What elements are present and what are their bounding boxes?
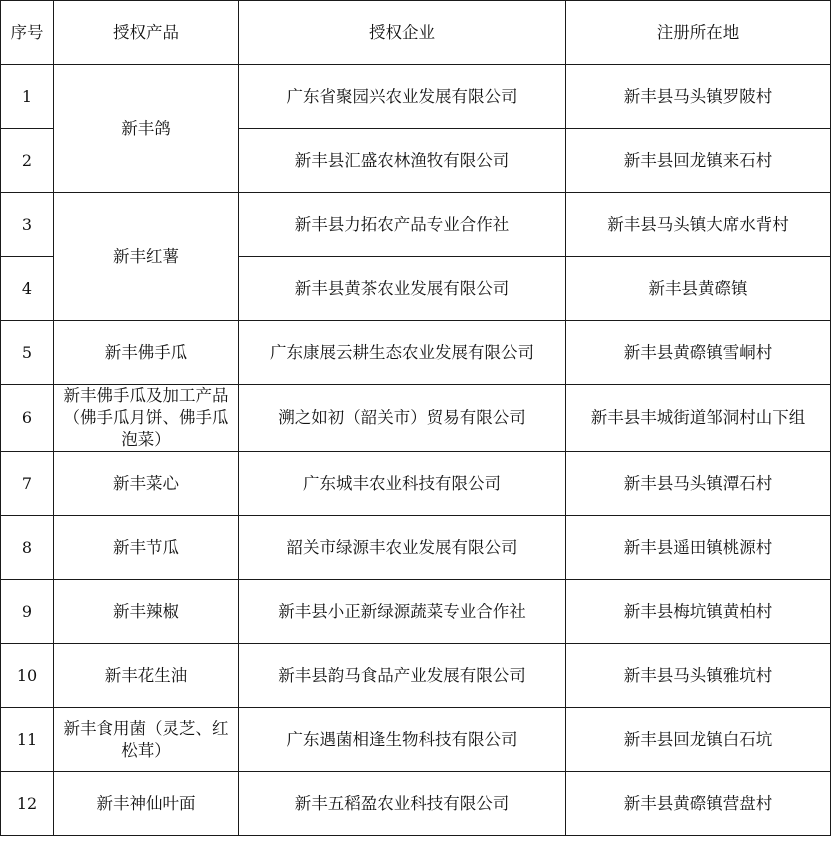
cell-location: 新丰县丰城街道邹洞村山下组 bbox=[566, 385, 831, 452]
cell-no: 3 bbox=[1, 193, 54, 257]
table-row bbox=[1, 385, 831, 452]
cell-no: 9 bbox=[1, 580, 54, 644]
table-row bbox=[1, 580, 831, 644]
cell-product: 新丰菜心 bbox=[54, 452, 239, 516]
table-header-row bbox=[1, 1, 831, 65]
cell-location: 新丰县马头镇雅坑村 bbox=[566, 644, 831, 708]
cell-no: 10 bbox=[1, 644, 54, 708]
cell-company: 新丰县汇盛农林渔牧有限公司 bbox=[239, 129, 566, 193]
cell-product: 新丰节瓜 bbox=[54, 516, 239, 580]
cell-product bbox=[54, 708, 239, 772]
header-company: 授权企业 bbox=[239, 1, 566, 65]
header-location: 注册所在地 bbox=[566, 1, 831, 65]
cell-no: 2 bbox=[1, 129, 54, 193]
cell-company: 新丰五稻盈农业科技有限公司 bbox=[239, 772, 566, 836]
cell-no: 8 bbox=[1, 516, 54, 580]
cell-no: 12 bbox=[1, 772, 54, 836]
cell-location: 新丰县回龙镇白石坑 bbox=[566, 708, 831, 772]
cell-location: 新丰县梅坑镇黄柏村 bbox=[566, 580, 831, 644]
cell-product: 新丰鸽 bbox=[54, 65, 239, 193]
cell-no: 1 bbox=[1, 65, 54, 129]
cell-company: 新丰县黄茶农业发展有限公司 bbox=[239, 257, 566, 321]
cell-product bbox=[54, 385, 239, 452]
cell-company: 广东遇菌相逢生物科技有限公司 bbox=[239, 708, 566, 772]
cell-no: 4 bbox=[1, 257, 54, 321]
cell-location: 新丰县黄磜镇 bbox=[566, 257, 831, 321]
cell-company: 广东城丰农业科技有限公司 bbox=[239, 452, 566, 516]
cell-no: 7 bbox=[1, 452, 54, 516]
cell-no: 6 bbox=[1, 385, 54, 452]
table-row bbox=[1, 452, 831, 516]
cell-location: 新丰县马头镇大席水背村 bbox=[566, 193, 831, 257]
cell-location: 新丰县黄磜镇雪峒村 bbox=[566, 321, 831, 385]
cell-company: 新丰县小正新绿源蔬菜专业合作社 bbox=[239, 580, 566, 644]
cell-company: 广东康展云耕生态农业发展有限公司 bbox=[239, 321, 566, 385]
cell-location: 新丰县遥田镇桃源村 bbox=[566, 516, 831, 580]
product-multiline-text: 新丰佛手瓜及加工产品（佛手瓜月饼、佛手瓜泡菜） bbox=[63, 386, 229, 449]
header-product: 授权产品 bbox=[54, 1, 239, 65]
header-no: 序号 bbox=[1, 1, 54, 65]
table-row bbox=[1, 193, 831, 257]
cell-product: 新丰红薯 bbox=[54, 193, 239, 321]
table-row bbox=[1, 644, 831, 708]
cell-location: 新丰县马头镇罗陂村 bbox=[566, 65, 831, 129]
table-row bbox=[1, 321, 831, 385]
cell-company: 新丰县力拓农产品专业合作社 bbox=[239, 193, 566, 257]
cell-company: 新丰县韵马食品产业发展有限公司 bbox=[239, 644, 566, 708]
cell-product: 新丰辣椒 bbox=[54, 580, 239, 644]
table-row bbox=[1, 516, 831, 580]
table-row bbox=[1, 65, 831, 129]
cell-product: 新丰花生油 bbox=[54, 644, 239, 708]
table-row bbox=[1, 772, 831, 836]
cell-product: 新丰神仙叶面 bbox=[54, 772, 239, 836]
cell-no: 11 bbox=[1, 708, 54, 772]
table-row bbox=[1, 708, 831, 772]
cell-company: 韶关市绿源丰农业发展有限公司 bbox=[239, 516, 566, 580]
cell-location: 新丰县马头镇潭石村 bbox=[566, 452, 831, 516]
cell-location: 新丰县回龙镇来石村 bbox=[566, 129, 831, 193]
cell-company: 广东省聚园兴农业发展有限公司 bbox=[239, 65, 566, 129]
product-multiline-text: 新丰食用菌（灵芝、红松茸） bbox=[63, 718, 229, 760]
cell-product: 新丰佛手瓜 bbox=[54, 321, 239, 385]
cell-no: 5 bbox=[1, 321, 54, 385]
cell-location: 新丰县黄磜镇营盘村 bbox=[566, 772, 831, 836]
cell-company: 溯之如初（韶关市）贸易有限公司 bbox=[239, 385, 566, 452]
